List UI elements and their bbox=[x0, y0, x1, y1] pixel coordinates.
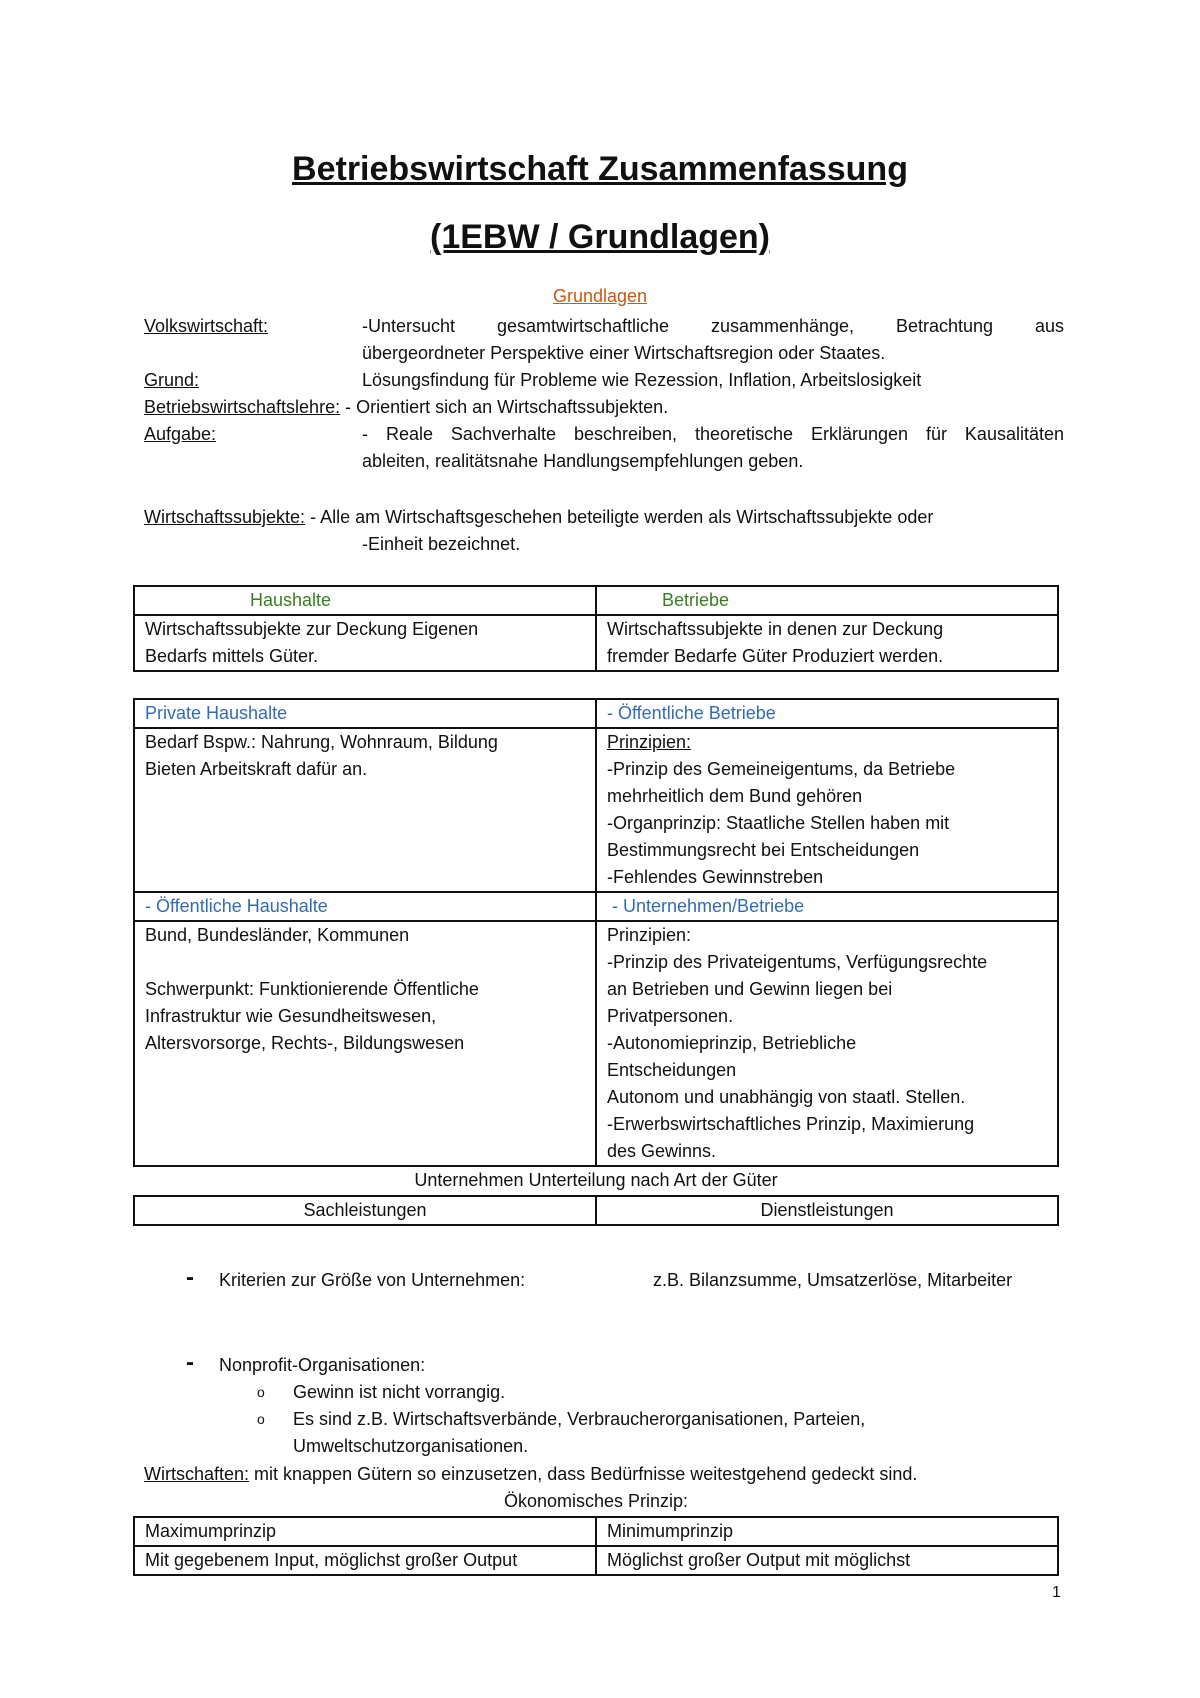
cell-line: -Erwerbswirtschaftliches Prinzip, Maximierung bbox=[607, 1114, 975, 1134]
cell-line: Wirtschaftssubjekte zur Deckung Eigenen bbox=[145, 619, 479, 639]
cell-line: Bestimmungsrecht bei Entscheidungen bbox=[607, 840, 920, 860]
def-wirtschaften: mit knappen Gütern so einzusetzen, dass Bedürfnisse weitestgehend gedeckt sind. bbox=[249, 1464, 918, 1484]
cell-line: des Gewinns. bbox=[607, 1141, 717, 1161]
cell-line: an Betrieben und Gewinn liegen bei bbox=[607, 979, 893, 999]
term-wirtschaften: Wirtschaften: bbox=[144, 1464, 250, 1484]
def-wirtschaften-row bbox=[144, 1461, 917, 1488]
table-row bbox=[134, 1517, 1058, 1546]
header-oeffentliche-betriebe: - Öffentliche Betriebe bbox=[596, 699, 1058, 728]
table-row bbox=[134, 699, 1058, 728]
def-bwl: - Orientiert sich an Wirtschaftssubjekten. bbox=[340, 397, 669, 417]
header-haushalte: Haushalte bbox=[134, 586, 596, 615]
cell-line: fremder Bedarfe Güter Produziert werden. bbox=[607, 646, 944, 666]
header-betriebe: Betriebe bbox=[596, 586, 1058, 615]
sub-bullet-gewinn: Gewinn ist nicht vorrangig. bbox=[293, 1382, 506, 1402]
bullet-kriterien-value: z.B. Bilanzsumme, Umsatzerlöse, Mitarbeiter bbox=[653, 1270, 1013, 1290]
def-aufgabe-line1: - Reale Sachverhalte beschreiben, theoretische Erklärungen für Kausalitäten bbox=[362, 424, 1064, 444]
bullet-nonprofit-label: Nonprofit-Organisationen: bbox=[219, 1355, 426, 1375]
cell-line: Schwerpunkt: Funktionierende Öffentliche bbox=[145, 979, 479, 999]
table-haushalte-betriebe bbox=[133, 585, 1059, 672]
bullet-dash: - bbox=[186, 1264, 194, 1291]
def-wirtschaftssubjekte-line2: -Einheit bezeichnet. bbox=[362, 534, 521, 554]
table-row bbox=[134, 892, 1058, 921]
cell-line: -Autonomieprinzip, Betriebliche bbox=[607, 1033, 857, 1053]
table-row bbox=[134, 586, 1058, 615]
header-private-haushalte: Private Haushalte bbox=[134, 699, 596, 728]
term-wirtschaftssubjekte: Wirtschaftssubjekte: bbox=[144, 507, 306, 527]
cell-line-title: Prinzipien: bbox=[607, 925, 692, 945]
cell-private-haushalte bbox=[134, 728, 596, 892]
cell-oeffentliche-haushalte bbox=[134, 921, 596, 1166]
cell-line: Bedarfs mittels Güter. bbox=[145, 646, 319, 666]
cell-maximumprinzip: Mit gegebenem Input, möglichst großer Output bbox=[134, 1546, 596, 1575]
sub-bullet-beispiele-line1: Es sind z.B. Wirtschaftsverbände, Verbraucherorganisationen, Parteien, bbox=[293, 1409, 866, 1429]
def-volkswirtschaft-line1: -Untersucht gesamtwirtschaftliche zusammenhänge, Betrachtung aus bbox=[362, 316, 1064, 336]
def-volkswirtschaft-line2: übergeordneter Perspektive einer Wirtschaftsregion oder Staates. bbox=[362, 343, 886, 363]
table-row bbox=[134, 1196, 1058, 1225]
cell-minimumprinzip: Möglichst großer Output mit möglichst bbox=[596, 1546, 1058, 1575]
def-grund: Lösungsfindung für Probleme wie Rezession, Inflation, Arbeitslosigkeit bbox=[362, 370, 922, 390]
cell-oeffentliche-betriebe bbox=[596, 728, 1058, 892]
cell-dienstleistungen: Dienstleistungen bbox=[596, 1196, 1058, 1225]
cell-line: Autonom und unabhängig von staatl. Stellen. bbox=[607, 1087, 966, 1107]
cell-line: -Prinzip des Privateigentums, Verfügungsrechte bbox=[607, 952, 988, 972]
cell-line: Entscheidungen bbox=[607, 1060, 737, 1080]
table-row bbox=[134, 728, 1058, 892]
table-gueterarten bbox=[133, 1195, 1059, 1226]
term-bwl: Betriebswirtschaftslehre: bbox=[144, 397, 341, 417]
term-grund: Grund: bbox=[144, 370, 200, 390]
table-row bbox=[134, 615, 1058, 671]
cell-sachleistungen: Sachleistungen bbox=[134, 1196, 596, 1225]
cell-line: Bund, Bundesländer, Kommunen bbox=[145, 925, 410, 945]
def-bwl-row bbox=[144, 394, 668, 421]
cell-line: Privatpersonen. bbox=[607, 1006, 734, 1026]
cell-unternehmen-betriebe bbox=[596, 921, 1058, 1166]
cell-haushalte-definition bbox=[134, 615, 596, 671]
caption-oekonomisches-prinzip: Ökonomisches Prinzip: bbox=[503, 1491, 689, 1511]
table-oekonomisches-prinzip bbox=[133, 1516, 1059, 1576]
cell-line: Bedarf Bspw.: Nahrung, Wohnraum, Bildung bbox=[145, 732, 498, 752]
sub-bullet-marker: o bbox=[257, 1411, 265, 1427]
section-heading-grundlagen: Grundlagen bbox=[552, 286, 648, 306]
def-wirtschaftssubjekte-row bbox=[144, 504, 933, 531]
document-title-line1: Betriebswirtschaft Zusammenfassung bbox=[292, 150, 908, 188]
header-maximumprinzip: Maximumprinzip bbox=[134, 1517, 596, 1546]
cell-line: mehrheitlich dem Bund gehören bbox=[607, 786, 863, 806]
caption-unternehmen-unterteilung: Unternehmen Unterteilung nach Art der Güter bbox=[414, 1170, 778, 1190]
term-aufgabe: Aufgabe: bbox=[144, 424, 217, 444]
document-title-line2: (1EBW / Grundlagen) bbox=[430, 218, 770, 256]
table-row bbox=[134, 921, 1058, 1166]
cell-line: -Prinzip des Gemeineigentums, da Betriebe bbox=[607, 759, 956, 779]
sub-bullet-marker: o bbox=[257, 1384, 265, 1400]
page-number: 1 bbox=[1052, 1584, 1061, 1601]
table-haushalte-betriebe-typen bbox=[133, 698, 1059, 1167]
cell-spacer bbox=[145, 949, 585, 976]
cell-line: Altersvorsorge, Rechts-, Bildungswesen bbox=[145, 1033, 465, 1053]
cell-betriebe-definition bbox=[596, 615, 1058, 671]
cell-line: Wirtschaftssubjekte in denen zur Deckung bbox=[607, 619, 944, 639]
cell-line: Infrastruktur wie Gesundheitswesen, bbox=[145, 1006, 437, 1026]
bullet-dash: - bbox=[186, 1349, 194, 1376]
cell-line-title: Prinzipien: bbox=[607, 732, 692, 752]
cell-line: -Fehlendes Gewinnstreben bbox=[607, 867, 824, 887]
cell-line: Bieten Arbeitskraft dafür an. bbox=[145, 759, 368, 779]
def-aufgabe-line2: ableiten, realitätsnahe Handlungsempfehlungen geben. bbox=[362, 451, 804, 471]
term-volkswirtschaft: Volkswirtschaft: bbox=[144, 316, 269, 336]
header-minimumprinzip: Minimumprinzip bbox=[596, 1517, 1058, 1546]
cell-line: -Organprinzip: Staatliche Stellen haben mit bbox=[607, 813, 950, 833]
header-unternehmen-betriebe: - Unternehmen/Betriebe bbox=[596, 892, 1058, 921]
table-row bbox=[134, 1546, 1058, 1575]
sub-bullet-beispiele-line2: Umweltschutzorganisationen. bbox=[293, 1436, 529, 1456]
def-wirtschaftssubjekte-line1: - Alle am Wirtschaftsgeschehen beteiligte werden als Wirtschaftssubjekte oder bbox=[305, 507, 934, 527]
bullet-kriterien-label: Kriterien zur Größe von Unternehmen: bbox=[219, 1270, 526, 1290]
header-oeffentliche-haushalte: - Öffentliche Haushalte bbox=[134, 892, 596, 921]
